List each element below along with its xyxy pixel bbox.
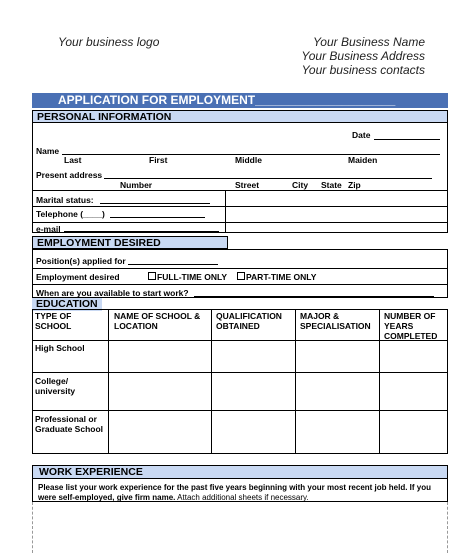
business-contacts: Your business contacts [301, 63, 425, 77]
work-experience-heading: WORK EXPERIENCE [32, 465, 448, 479]
address-zip-label: Zip [348, 180, 361, 190]
date-field[interactable] [374, 139, 440, 140]
education-col-divider-4 [379, 309, 380, 454]
address-city-label: City [292, 180, 309, 190]
work-instructions-main: Please list your work experience for the past five years beginning with your most recent job held. If you were self-employed, give firm name. [38, 483, 431, 502]
start-row-divider [32, 284, 448, 285]
education-heading: EDUCATION [32, 298, 102, 311]
education-row-high-school: High School [35, 343, 85, 353]
marital-row-divider [32, 190, 448, 191]
education-col-major: MAJOR & SPECIALISATION [300, 311, 371, 331]
start-work-label: When are you available to start work? [36, 288, 189, 298]
work-continuation-right [447, 502, 448, 553]
address-number-label: Number [120, 180, 153, 190]
education-row-divider-3 [32, 410, 448, 411]
first-name-label: First [149, 155, 168, 165]
work-continuation-left [32, 502, 33, 553]
education-row-divider-2 [32, 372, 448, 373]
email-row-split [225, 222, 226, 233]
telephone-row-divider [32, 206, 448, 207]
part-time-checkbox[interactable] [237, 272, 245, 280]
marital-status-label: Marital status: [36, 195, 94, 205]
employment-desired-heading: EMPLOYMENT DESIRED [32, 236, 228, 249]
education-col-divider-3 [295, 309, 296, 454]
education-row-professional: Professional or Graduate School [35, 414, 104, 434]
part-time-label: PART-TIME ONLY [246, 272, 317, 282]
business-name: Your Business Name [312, 35, 425, 49]
present-address-field[interactable] [104, 178, 432, 179]
form-title: APPLICATION FOR EMPLOYMENT_____________________ [32, 93, 448, 108]
position-label: Position(s) applied for [36, 256, 126, 266]
telephone-field[interactable] [110, 217, 205, 218]
full-time-checkbox[interactable] [148, 272, 156, 280]
last-name-label: Last [64, 155, 82, 165]
education-col-divider-1 [108, 309, 109, 454]
date-label: Date [352, 130, 371, 140]
marital-status-field[interactable] [100, 203, 210, 204]
education-col-divider-2 [211, 309, 212, 454]
email-label: e-mail [36, 224, 61, 234]
telephone-label: Telephone (____) [36, 209, 105, 219]
education-col-type: TYPE OF SCHOOL [35, 311, 72, 331]
email-row-divider [32, 222, 448, 223]
education-col-years: NUMBER OF YEARS COMPLETED [384, 311, 438, 341]
education-col-qualification: QUALIFICATION OBTAINED [216, 311, 282, 331]
employment-desired-label: Employment desired [36, 272, 120, 282]
business-logo-placeholder: Your business logo [58, 35, 160, 49]
telephone-row-split [225, 206, 226, 222]
maiden-name-label: Maiden [348, 155, 378, 165]
name-label: Name [36, 146, 60, 156]
position-field[interactable] [128, 264, 218, 265]
present-address-label: Present address [36, 170, 103, 180]
education-row-college: College/ university [35, 376, 76, 396]
business-address: Your Business Address [301, 49, 425, 63]
work-instructions [38, 483, 438, 503]
part-time-option[interactable] [237, 272, 316, 282]
business-info [301, 35, 425, 77]
full-time-label: FULL-TIME ONLY [157, 272, 228, 282]
start-work-field[interactable] [194, 296, 434, 297]
education-col-name: NAME OF SCHOOL & LOCATION [114, 311, 201, 331]
work-instructions-note: Attach additional sheets if necessary. [177, 493, 309, 502]
middle-name-label: Middle [235, 155, 262, 165]
full-time-option[interactable] [148, 272, 227, 282]
personal-info-heading: PERSONAL INFORMATION [32, 110, 448, 123]
marital-row-split [225, 190, 226, 206]
address-state-label: State [321, 180, 342, 190]
email-field[interactable] [64, 231, 219, 232]
address-street-label: Street [235, 180, 260, 190]
employment-row-divider [32, 268, 448, 269]
